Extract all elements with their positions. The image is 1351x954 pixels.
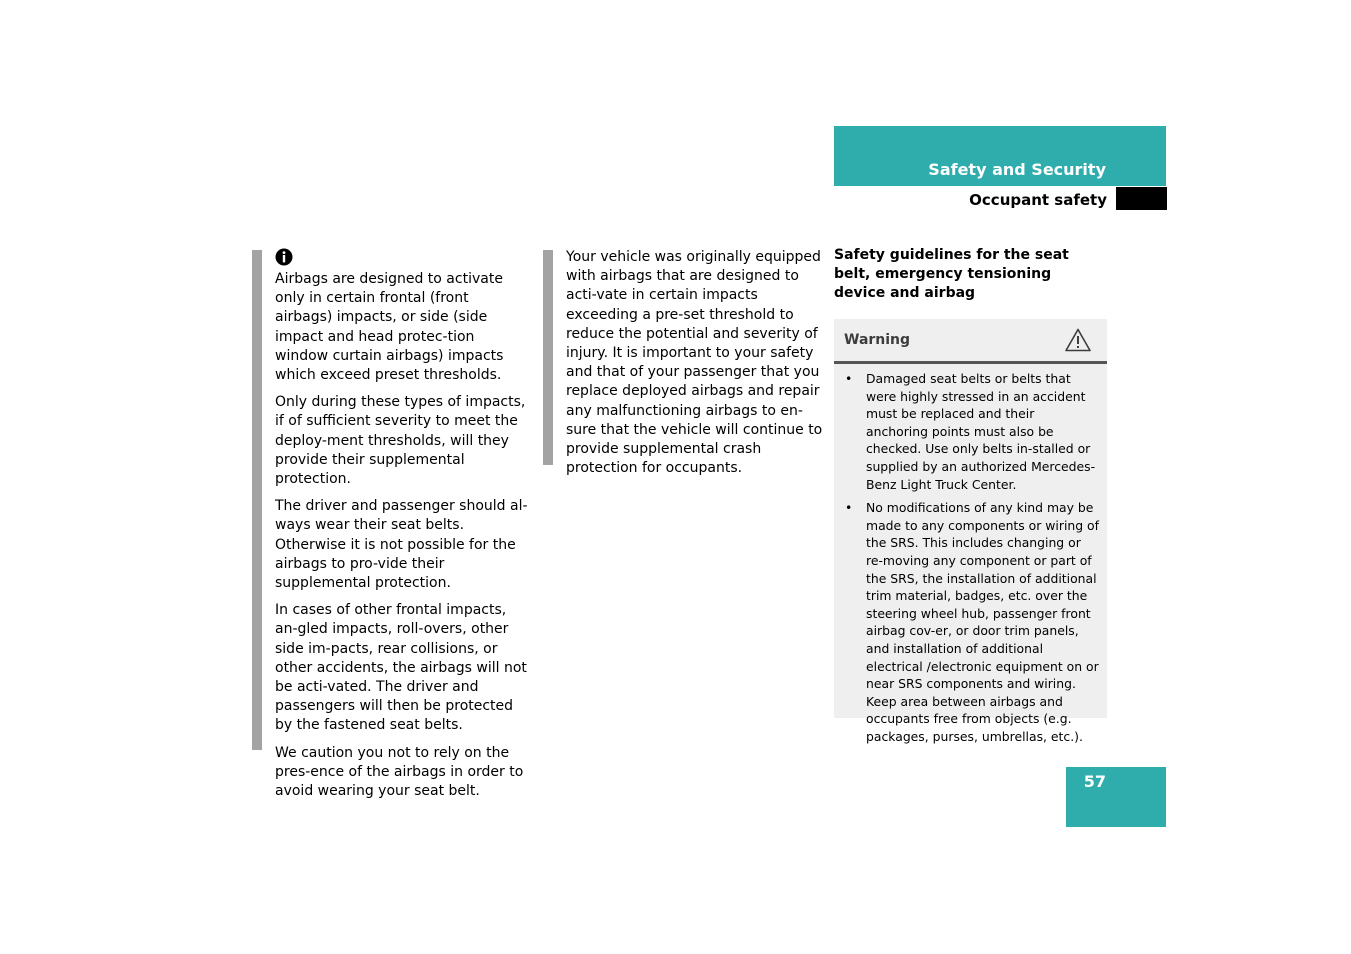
warning-triangle-icon [1065, 328, 1091, 352]
info-column [275, 248, 529, 809]
warning-item: • No modifications of any kind may be made to any components or wiring of the SRS. This includes changing or re-moving any component or part of the SRS, the installation of additional trim material, badges, etc. over the steering wheel hub, passenger front airbag cov-er, or door trim panels, and installation of additional electrical /electronic equipment on or near SRS components and wiring. Keep area between airbags and occupants free from objects (e.g. packages, purses, umbrellas, etc.). [844, 499, 1099, 745]
section-title: Safety and Security [928, 160, 1106, 179]
page-number-band [1066, 767, 1166, 827]
warning-label: Warning [844, 332, 911, 348]
info-sidebar-bar [252, 250, 262, 750]
page-number: 57 [1083, 772, 1106, 791]
info-paragraph: We caution you not to rely on the pres-ence of the airbags in order to avoid wearing your seat belt. [275, 744, 524, 800]
note-paragraph: Your vehicle was originally equipped with airbags that are designed to acti-vate in certain impacts exceeding a pre-set threshold to reduce the potential and severity of injury. It is important to your safety and that of your passenger that you replace deployed airbags and repair any malfunctioning airbags to en-sure that the vehicle will continue to provide supplemental crash protection for occupants. [566, 249, 823, 477]
warning-list [834, 364, 1107, 745]
info-paragraph: Airbags are designed to activate only in certain frontal (front airbags) impacts, or side (side impact and head protec-tion window curtain airbags) impacts which exceed preset thresholds. [275, 271, 504, 384]
info-icon [275, 248, 293, 266]
subsection-marker [1116, 187, 1167, 210]
subsection-title: Occupant safety [969, 191, 1107, 209]
info-paragraph: In cases of other frontal impacts, an-gled impacts, roll-overs, other side im-pacts, rear collisions, or other accidents, the airbags will not be acti-vated. The driver and passengers will then be protected by the fastened seat belts. [275, 602, 527, 734]
info-paragraph: Only during these types of impacts, if of sufficient severity to meet the deploy-ment thresholds, will they provide their supplemental protection. [275, 394, 526, 488]
warning-box [834, 319, 1107, 744]
note-sidebar-bar [543, 250, 553, 465]
safety-guidelines-heading: Safety guidelines for the seat belt, emergency tensioning device and airbag [834, 247, 1069, 301]
info-paragraph: The driver and passenger should al-ways wear their seat belts. Otherwise it is not possible for the airbags to pro-vide their supplemental protection. [275, 498, 528, 592]
section-header-band [834, 126, 1166, 186]
warning-item: • Damaged seat belts or belts that were highly stressed in an accident must be replaced and their anchoring points must also be checked. Use only belts in-stalled or supplied by an authorized Mercedes-Benz Light Truck Center. [844, 370, 1099, 493]
note-column [566, 248, 824, 486]
warning-header [834, 319, 1107, 364]
